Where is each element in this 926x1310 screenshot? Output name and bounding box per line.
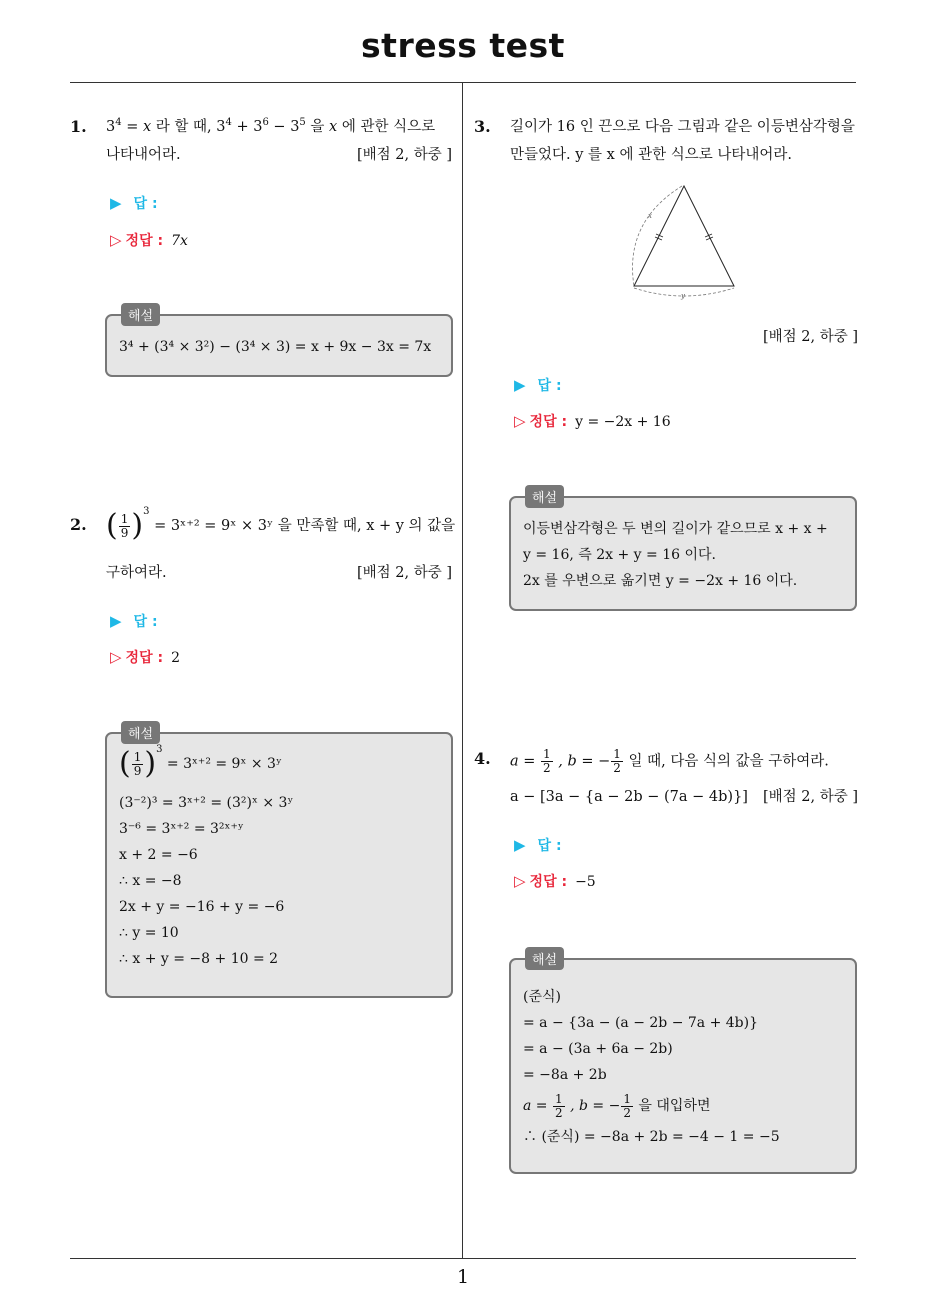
figure-label-y: y (681, 292, 685, 300)
page-title: stress test (361, 26, 565, 65)
correct-label: 정답 : (529, 874, 568, 890)
answer-row (110, 190, 158, 217)
problem-number: 3. (474, 117, 491, 136)
question-text-line2: 구하여라. (106, 565, 167, 581)
question-expression: a − [3a − {a − 2b − (7a − 4b)}] (510, 789, 748, 805)
solution-tag: 해설 (121, 721, 160, 744)
solution-line: ∴ x = −8 (119, 873, 182, 889)
question-text: ( $\frac{1}{9}$ )$^3$ = 3ˣ⁺² = 9ˣ × 3ʸ 을 만족할 때, x + y 의 값을 (106, 506, 456, 543)
question-text: 길이가 16 인 끈으로 다음 그림과 같은 이등변삼각형을 (510, 119, 855, 135)
solution-box-1 (105, 309, 453, 377)
question-text-line2: 나타내어라. (106, 147, 181, 163)
play-triangle-icon: ▶ (514, 836, 526, 854)
question-text-line2: 만들었다. y 를 x 에 관한 식으로 나타내어라. (510, 147, 792, 163)
correct-answer-row (514, 408, 671, 435)
play-triangle-icon: ▶ (110, 612, 122, 630)
problem-4 (474, 744, 858, 924)
solution-line: ( $\frac{1}{9}$ )$^3$ = 3ˣ⁺² = 9ˣ × 3ʸ (119, 744, 282, 781)
play-triangle-icon: ▶ (110, 194, 122, 212)
solution-line: 2x 를 우변으로 옮기면 y = −2x + 16 이다. (523, 573, 798, 589)
answer-label: 답 : (537, 378, 562, 394)
problem-number: 2. (70, 515, 87, 534)
answer-label: 답 : (537, 838, 562, 854)
solution-tag: 해설 (121, 303, 160, 326)
solution-line: (준식) (523, 989, 561, 1005)
solution-line: x + 2 = −6 (119, 847, 198, 863)
correct-label: 정답 : (125, 233, 164, 249)
solution-box-4 (509, 953, 857, 1174)
answer-label: 답 : (133, 614, 158, 630)
score-label: [배점 2, 하중 ] (762, 329, 858, 345)
solution-body (119, 744, 294, 972)
score-label: [배점 2, 하중 ] (356, 147, 452, 163)
solution-line: a = $\frac{1}{2}$ , b = − $\frac{1}{2}$ 을 대입하면 (523, 1091, 711, 1120)
solution-body (523, 984, 780, 1150)
answer-row (514, 832, 562, 859)
problem-2 (70, 506, 456, 712)
answer-row (514, 372, 562, 399)
correct-label: 정답 : (529, 414, 568, 430)
page-number: 1 (456, 1266, 470, 1288)
correct-value: 2 (171, 650, 180, 666)
answer-label: 답 : (133, 196, 158, 212)
solution-line: = a − (3a + 6a − 2b) (523, 1041, 673, 1057)
column-divider (462, 83, 463, 1259)
solution-line: ∴ x + y = −8 + 10 = 2 (119, 951, 279, 967)
isosceles-triangle-figure (624, 182, 740, 302)
correct-value: y = −2x + 16 (575, 414, 671, 430)
solution-line: 3⁴ + (3⁴ × 3²) − (3⁴ × 3) = x + 9x − 3x = 7x (119, 339, 432, 355)
correct-value: 7x (171, 233, 188, 249)
solution-line: 3⁻⁶ = 3ˣ⁺² = 3²ˣ⁺ʸ (119, 821, 244, 837)
solution-line: y = 16, 즉 2x + y = 16 이다. (523, 547, 716, 563)
solution-line: ∴ (준식) = −8a + 2b = −4 − 1 = −5 (523, 1129, 780, 1145)
question-text: $3^4 = x$ 라 할 때, $3^4 + 3^6 - 3^5$ 을 x 에 관한 식으로 (106, 117, 436, 135)
solution-line: 이등변삼각형은 두 변의 길이가 같으므로 x + x + (523, 521, 828, 537)
solution-line: 2x + y = −16 + y = −6 (119, 899, 285, 915)
outline-triangle-icon: ▷ (514, 872, 526, 890)
footer-rule (70, 1258, 856, 1259)
solution-tag: 해설 (525, 947, 564, 970)
solution-box-2 (105, 727, 453, 998)
outline-triangle-icon: ▷ (514, 412, 526, 430)
problem-number: 4. (474, 749, 491, 768)
solution-line: = −8a + 2b (523, 1067, 607, 1083)
answer-row (110, 608, 158, 635)
outline-triangle-icon: ▷ (110, 648, 122, 666)
problem-3 (474, 114, 858, 444)
outline-triangle-icon: ▷ (110, 231, 122, 249)
solution-body (523, 516, 828, 594)
solution-line: = a − {3a − (a − 2b − 7a + 4b)} (523, 1015, 759, 1031)
solution-line: (3⁻²)³ = 3ˣ⁺² = (3²)ˣ × 3ʸ (119, 795, 294, 811)
correct-label: 정답 : (125, 650, 164, 666)
problem-number: 1. (70, 117, 87, 136)
correct-answer-row (110, 227, 188, 254)
correct-answer-row (110, 644, 180, 671)
header-rule (70, 82, 856, 83)
score-label: [배점 2, 하중 ] (762, 789, 858, 805)
correct-answer-row (514, 868, 596, 895)
question-text: a = $\frac{1}{2}$ , b = − $\frac{1}{2}$ 일 때, 다음 식의 값을 구하여라. (510, 747, 829, 775)
solution-line: ∴ y = 10 (119, 925, 179, 941)
solution-tag: 해설 (525, 485, 564, 508)
solution-box-3 (509, 491, 857, 611)
play-triangle-icon: ▶ (514, 376, 526, 394)
figure-label-x: x (648, 212, 652, 220)
correct-value: −5 (575, 874, 596, 890)
score-label: [배점 2, 하중 ] (356, 565, 452, 581)
